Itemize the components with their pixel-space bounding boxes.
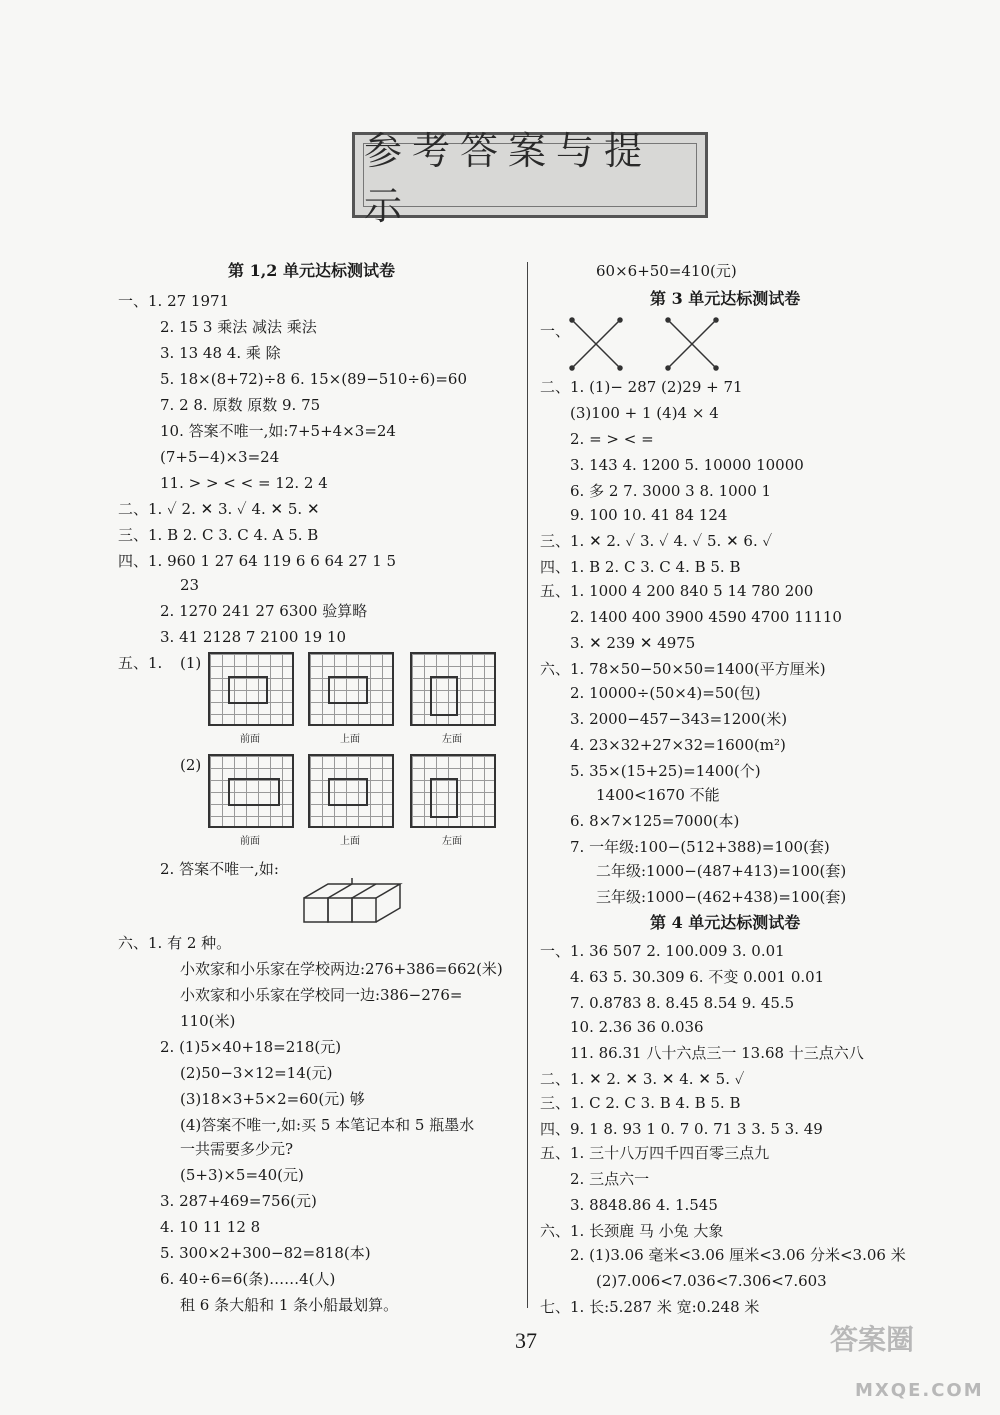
- answer-line: 2. 1270 241 27 6300 验算略: [160, 602, 368, 620]
- watermark-logo: 答案圈: [830, 1323, 915, 1356]
- section-title-3: 第 3 单元达标测试卷: [650, 289, 801, 308]
- view-label: 前面: [240, 836, 260, 847]
- answer-line: 11. > > < < = 12. 2 4: [160, 474, 328, 492]
- matching-lines: [566, 314, 736, 374]
- grid-row-label: (2): [180, 756, 202, 774]
- answer-line: 二年级:1000−(487+413)=100(套): [596, 862, 847, 880]
- answer-line: 7. 0.8783 8. 8.45 8.54 9. 45.5: [570, 994, 795, 1012]
- answer-line: 三、1. B 2. C 3. C 4. A 5. B: [118, 526, 319, 544]
- watermark-url: MXQE.COM: [855, 1380, 984, 1401]
- answer-line: 小欢家和小乐家在学校两边:276+386=662(米): [180, 960, 503, 978]
- answer-line: 3. 287+469=756(元): [160, 1192, 317, 1210]
- view-label: 上面: [340, 734, 360, 745]
- answer-line: 5. 300×2+300−82=818(本): [160, 1244, 371, 1262]
- answer-line: 四、9. 1 8. 93 1 0. 7 0. 71 3 3. 5 3. 49: [540, 1120, 823, 1138]
- answer-line: 1400<1670 不能: [596, 786, 720, 804]
- answer-line: 一共需要多少元?: [180, 1140, 294, 1158]
- answer-line: 2. 10000÷(50×4)=50(包): [570, 684, 761, 702]
- cube-figure: [300, 878, 410, 928]
- answer-line: 租 6 条大船和 1 条小船最划算。: [180, 1296, 399, 1314]
- answer-line: 二、1. (1)− 287 (2)29 + 71: [540, 378, 743, 396]
- answer-line: 3. 13 48 4. 乘 除: [160, 344, 281, 362]
- answer-line: 10. 2.36 36 0.036: [570, 1018, 704, 1036]
- view-label: 前面: [240, 734, 260, 745]
- answer-line: 2. 15 3 乘法 减法 乘法: [160, 318, 317, 336]
- answer-line: 3. 2000−457−343=1200(米): [570, 710, 788, 728]
- answer-line: (2)7.006<7.036<7.306<7.603: [596, 1272, 827, 1290]
- answer-line: 6. 40÷6=6(条)……4(人): [160, 1270, 336, 1288]
- answer-line: 3. 41 2128 7 2100 19 10: [160, 628, 347, 646]
- view-shape: [328, 676, 368, 704]
- answer-line: 2. 三点六一: [570, 1170, 650, 1188]
- answer-line: 5. 35×(15+25)=1400(个): [570, 762, 761, 780]
- view-shape: [328, 778, 368, 806]
- answer-line: 二、1. ✓ 2. ✕ 3. ✓ 4. ✕ 5. ✕: [118, 500, 320, 518]
- answer-line: (3)100 + 1 (4)4 × 4: [570, 404, 719, 422]
- column-divider: [527, 262, 528, 1308]
- answer-line: (3)18×3+5×2=60(元) 够: [180, 1090, 365, 1108]
- view-shape: [430, 676, 458, 716]
- answer-line: 六、1. 78×50−50×50=1400(平方厘米): [540, 660, 826, 678]
- answer-line: 4. 23×32+27×32=1600(m²): [570, 736, 786, 754]
- view-shape: [430, 778, 458, 818]
- view-shape: [228, 778, 280, 806]
- view-label: 上面: [340, 836, 360, 847]
- answer-line: 9. 100 10. 41 84 124: [570, 506, 728, 524]
- answer-line: 2. = > < =: [570, 430, 654, 448]
- view-label: 左面: [442, 836, 462, 847]
- answer-line: 11. 86.31 八十六点三一 13.68 十三点六八: [570, 1044, 864, 1062]
- page-title: 参考答案与提示: [363, 143, 697, 207]
- answer-line: 六、1. 有 2 种。: [118, 934, 232, 952]
- answer-line: 10. 答案不唯一,如:7+5+4×3=24: [160, 422, 396, 440]
- answer-line: (5+3)×5=40(元): [180, 1166, 304, 1184]
- answer-line: 2. (1)5×40+18=218(元): [160, 1038, 342, 1056]
- view-shape: [228, 676, 268, 704]
- answer-line: 2. (1)3.06 毫米<3.06 厘米<3.06 分米<3.06 米: [570, 1246, 906, 1264]
- answer-line: 一、1. 36 507 2. 100.009 3. 0.01: [540, 942, 785, 960]
- answer-line: 6. 8×7×125=7000(本): [570, 812, 740, 830]
- page-number: 37: [515, 1328, 537, 1353]
- answer-line: 7. 2 8. 原数 原数 9. 75: [160, 396, 321, 414]
- answer-line: 4. 63 5. 30.309 6. 不变 0.001 0.01: [570, 968, 825, 986]
- answer-line: 六、1. 长颈鹿 马 小兔 大象: [540, 1222, 724, 1240]
- answer-line: 四、1. 960 1 27 64 119 6 6 64 27 1 5: [118, 552, 397, 570]
- answer-line: 3. 8848.86 4. 1.545: [570, 1196, 718, 1214]
- grid-row-label: (1): [180, 654, 202, 672]
- answer-line: 七、1. 长:5.287 米 宽:0.248 米: [540, 1298, 760, 1316]
- answer-line: 60×6+50=410(元): [596, 262, 737, 280]
- answer-line: 五、1. 1000 4 200 840 5 14 780 200: [540, 582, 814, 600]
- answer-line: 110(米): [180, 1012, 236, 1030]
- answer-line: 三、1. ✕ 2. ✓ 3. ✓ 4. ✓ 5. ✕ 6. ✓: [540, 532, 773, 550]
- answer-line: 二、1. ✕ 2. ✕ 3. ✕ 4. ✕ 5. ✓: [540, 1070, 745, 1088]
- answer-line: (2)50−3×12=14(元): [180, 1064, 333, 1082]
- answer-line: 一、: [540, 322, 571, 340]
- answer-line: 五、1. 三十八万四千四百零三点九: [540, 1144, 770, 1162]
- answer-line: 三、1. C 2. C 3. B 4. B 5. B: [540, 1094, 741, 1112]
- answer-line: 小欢家和小乐家在学校同一边:386−276=: [180, 986, 463, 1004]
- answer-line: (4)答案不唯一,如:买 5 本笔记本和 5 瓶墨水: [180, 1116, 475, 1134]
- answer-line: 五、1.: [118, 654, 163, 672]
- answer-line: 23: [180, 576, 200, 594]
- answer-line: 2. 1400 400 3900 4590 4700 11110: [570, 608, 842, 626]
- answer-line: (7+5−4)×3=24: [160, 448, 280, 466]
- answer-line: 5. 18×(8+72)÷8 6. 15×(89−510÷6)=60: [160, 370, 468, 388]
- answer-line: 3. 143 4. 1200 5. 10000 10000: [570, 456, 804, 474]
- answer-line: 7. 一年级:100−(512+388)=100(套): [570, 838, 830, 856]
- section-title-4: 第 4 单元达标测试卷: [650, 913, 801, 932]
- title-banner: [352, 129, 708, 228]
- answer-line: 2. 答案不唯一,如:: [160, 860, 279, 878]
- answer-line: 一、1. 27 1971: [118, 292, 230, 310]
- view-label: 左面: [442, 734, 462, 745]
- answer-line: 6. 多 2 7. 3000 3 8. 1000 1: [570, 482, 772, 500]
- answer-line: 四、1. B 2. C 3. C 4. B 5. B: [540, 558, 741, 576]
- answer-line: 3. ✕ 239 ✕ 4975: [570, 634, 696, 652]
- section-title-1-2: 第 1,2 单元达标测试卷: [228, 261, 395, 280]
- answer-line: 三年级:1000−(462+438)=100(套): [596, 888, 847, 906]
- answer-line: 4. 10 11 12 8: [160, 1218, 261, 1236]
